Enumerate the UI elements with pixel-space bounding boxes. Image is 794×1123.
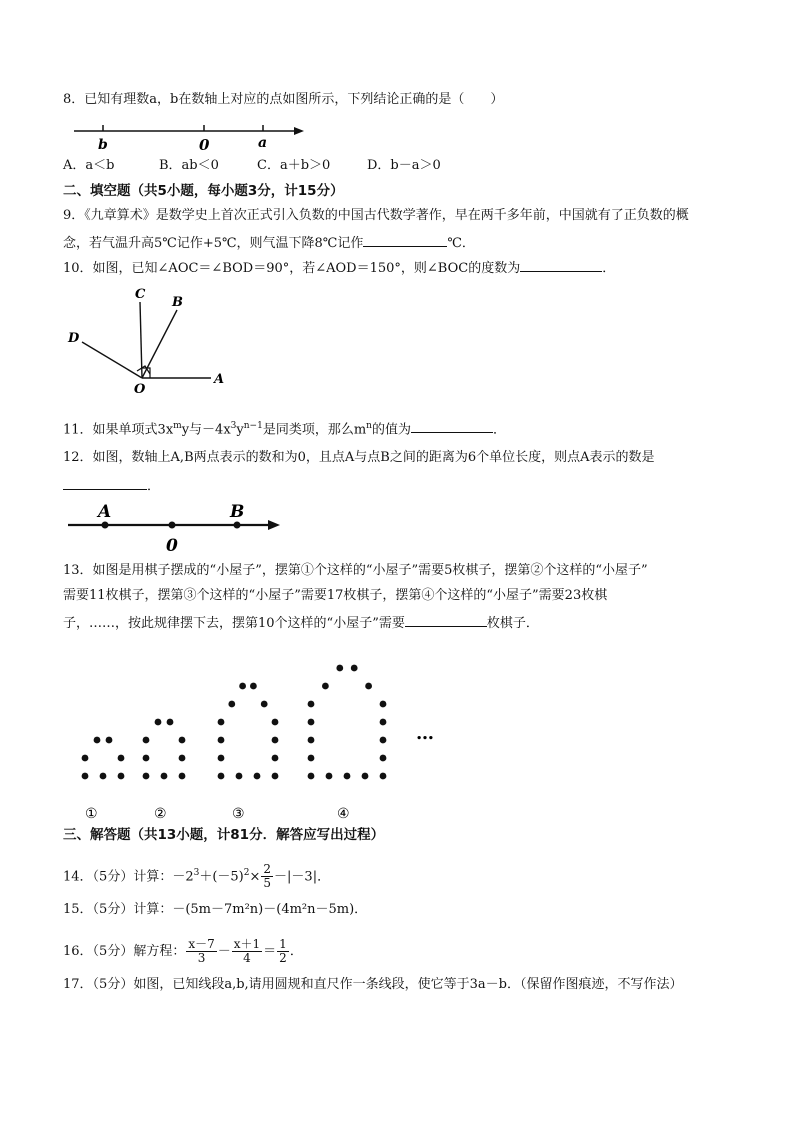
house-3-piece [218, 773, 225, 780]
q10-label-a: A [214, 372, 225, 387]
q13-line1: 13．如图是用棋子摆成的“小屋子”，摆第①个这样的“小屋子”需要5枚棋子，摆第②个这样的“小屋子” [63, 563, 648, 578]
house-1-piece [100, 773, 107, 780]
q16-f3-num: 1 [279, 937, 287, 951]
house-3-piece [272, 719, 279, 726]
house-4-piece [380, 737, 387, 744]
house-3-piece [218, 755, 225, 762]
q13-label-1: ① [85, 806, 98, 822]
house-2-piece [179, 773, 186, 780]
house-4-piece [362, 773, 369, 780]
q8-option-b: B．ab＜0 [159, 158, 219, 173]
q16-f2-den: 4 [243, 951, 251, 965]
house-1-piece [118, 755, 125, 762]
q12-label-a: A [98, 502, 112, 522]
q15-text [63, 901, 367, 919]
q11-part-a: 11．如果单项式3x [63, 422, 174, 438]
q9-line2-end: ℃． [447, 236, 475, 251]
house-3-piece [272, 755, 279, 762]
house-4-piece [326, 773, 333, 780]
q13-label-2: ② [154, 806, 167, 822]
q12-line1: 12．如图，数轴上A,B两点表示的数和为0，且点A与点B之间的距离为6个单位长度，则点A表示的数是 [63, 450, 655, 465]
q8-label-zero: 0 [199, 136, 210, 154]
q16-f3-den: 2 [279, 951, 287, 965]
q14-expr-b: ＋(－5) [199, 869, 244, 885]
q13-label-4: ④ [337, 806, 350, 822]
house-2-piece [179, 737, 186, 744]
house-2-piece [143, 737, 150, 744]
q11-part-b: y与－4x [181, 422, 231, 438]
house-4-piece [322, 683, 329, 690]
house-3-piece [236, 773, 243, 780]
house-3-piece [218, 719, 225, 726]
house-1-piece [106, 737, 113, 744]
q14-expr-d: －|－3|． [274, 869, 331, 885]
house-2-piece [161, 773, 168, 780]
q16-minus: － [217, 944, 231, 959]
q14-text [63, 860, 330, 890]
house-2-piece [167, 719, 174, 726]
q10-stem: 10．如图，已知∠AOC＝∠BOD＝90°，若∠AOD＝150°，则∠BOC的度数为 [63, 261, 521, 276]
house-4-piece [344, 773, 351, 780]
q15-prefix: 15．（5分）计算： [63, 902, 173, 917]
house-4-piece [308, 719, 315, 726]
house-4-piece [336, 665, 343, 672]
q14-expr-c: × [249, 869, 261, 885]
q13-label-3: ③ [232, 806, 245, 822]
q13-line3-end: 枚棋子． [486, 616, 539, 631]
q11-exp-3: 3 [230, 421, 237, 431]
q11-exp-n: n [366, 421, 372, 431]
q14-frac-den: 5 [263, 876, 272, 891]
q11-part-d: 是同类项，那么m [262, 422, 367, 438]
house-2-piece [155, 719, 162, 726]
q11-part-c: y [236, 422, 244, 438]
q8-option-d: D．b－a＞0 [367, 158, 441, 173]
q8-option-c: C．a＋b＞0 [257, 158, 331, 173]
house-3-piece [239, 683, 246, 690]
q13-line2: 需要11枚棋子，摆第③个这样的“小屋子”需要17枚棋子，摆第④个这样的“小屋子”需要23枚棋 [63, 588, 608, 603]
q13-ellipsis: … [416, 723, 434, 744]
q13-line3-text: 子，……，按此规律摆下去，摆第10个这样的“小屋子”需要 [63, 616, 405, 631]
q16-f1-den: 3 [197, 951, 206, 965]
q11-part-e: 的值为 [371, 422, 411, 438]
house-4-piece [308, 755, 315, 762]
q8-label-a: a [258, 135, 268, 151]
house-3-piece [272, 773, 279, 780]
q14-exp2: 2 [243, 868, 250, 878]
house-4-piece [365, 683, 372, 690]
house-4-piece [380, 719, 387, 726]
q16-eq: ＝ [263, 944, 277, 959]
house-4-piece [351, 665, 358, 672]
q9-line1: 9．《九章算术》是数学史上首次正式引入负数的中国古代数学著作，早在两千多年前，中国就有了正负数的概 [63, 208, 689, 223]
q14-prefix: 14．（5分）计算： [63, 869, 173, 885]
house-4-piece [380, 755, 387, 762]
q11-end: ． [492, 422, 506, 438]
house-4-piece [308, 701, 315, 708]
section3-title: 三、解答题（共13小题，计81分．解答应写出过程） [63, 827, 385, 843]
q16-text [63, 935, 303, 969]
house-2-piece [143, 755, 150, 762]
house-1-piece [94, 737, 101, 744]
house-1-piece [82, 773, 89, 780]
house-3-piece [261, 701, 268, 708]
q10-label-b: B [172, 295, 183, 310]
q14-fraction [261, 863, 273, 890]
house-3-piece [228, 701, 235, 708]
q14-exp1: 3 [193, 868, 200, 878]
house-3-piece [250, 683, 257, 690]
q16-fraction-1 [186, 938, 216, 965]
house-4-piece [380, 701, 387, 708]
q16-fraction-3 [277, 938, 289, 965]
q12-label-b: B [230, 502, 245, 522]
q15-expr: －(5m－7m²n)－(4m²n－5m)． [172, 902, 368, 917]
q12-end: ． [147, 479, 161, 494]
q11-exp-n1: n−1 [243, 421, 263, 431]
house-3-piece [254, 773, 261, 780]
house-1-piece [82, 755, 89, 762]
q10-label-o: O [134, 382, 146, 397]
q8-label-b: b [98, 137, 108, 153]
q12-label-zero: 0 [166, 536, 178, 556]
q8-option-a: A．a＜b [63, 158, 115, 173]
q16-f2-num: x＋1 [233, 937, 261, 951]
q8-stem: 8．已知有理数a，b在数轴上对应的点如图所示，下列结论正确的是（ ） [63, 92, 504, 107]
q11-exp-m: m [173, 421, 182, 431]
house-4-piece [308, 737, 315, 744]
q10-label-d: D [68, 331, 80, 346]
house-4-piece [308, 773, 315, 780]
house-2-piece [179, 755, 186, 762]
house-1-piece [118, 773, 125, 780]
q14-frac-num: 2 [263, 862, 272, 877]
q16-fraction-2 [232, 938, 262, 965]
q17-text: 17．（5分）如图，已知线段a,b,请用圆规和直尺作一条线段，使它等于3a－b．（保留作图痕迹，不写作法） [63, 977, 683, 992]
q16-end: ． [289, 944, 303, 959]
house-2-piece [143, 773, 150, 780]
q10-end: ． [602, 261, 616, 276]
q10-label-c: C [135, 287, 146, 302]
house-3-piece [218, 737, 225, 744]
section2-title: 二、填空题（共5小题，每小题3分，计15分） [63, 183, 344, 199]
q9-line2-text: 念，若气温升高5℃记作+5℃，则气温下降8℃记作 [63, 236, 364, 251]
house-3-piece [272, 737, 279, 744]
q14-expr-a: －2 [172, 869, 194, 885]
q16-f1-num: x－7 [188, 937, 215, 951]
house-4-piece [380, 773, 387, 780]
q16-prefix: 16．（5分）解方程： [63, 944, 186, 959]
